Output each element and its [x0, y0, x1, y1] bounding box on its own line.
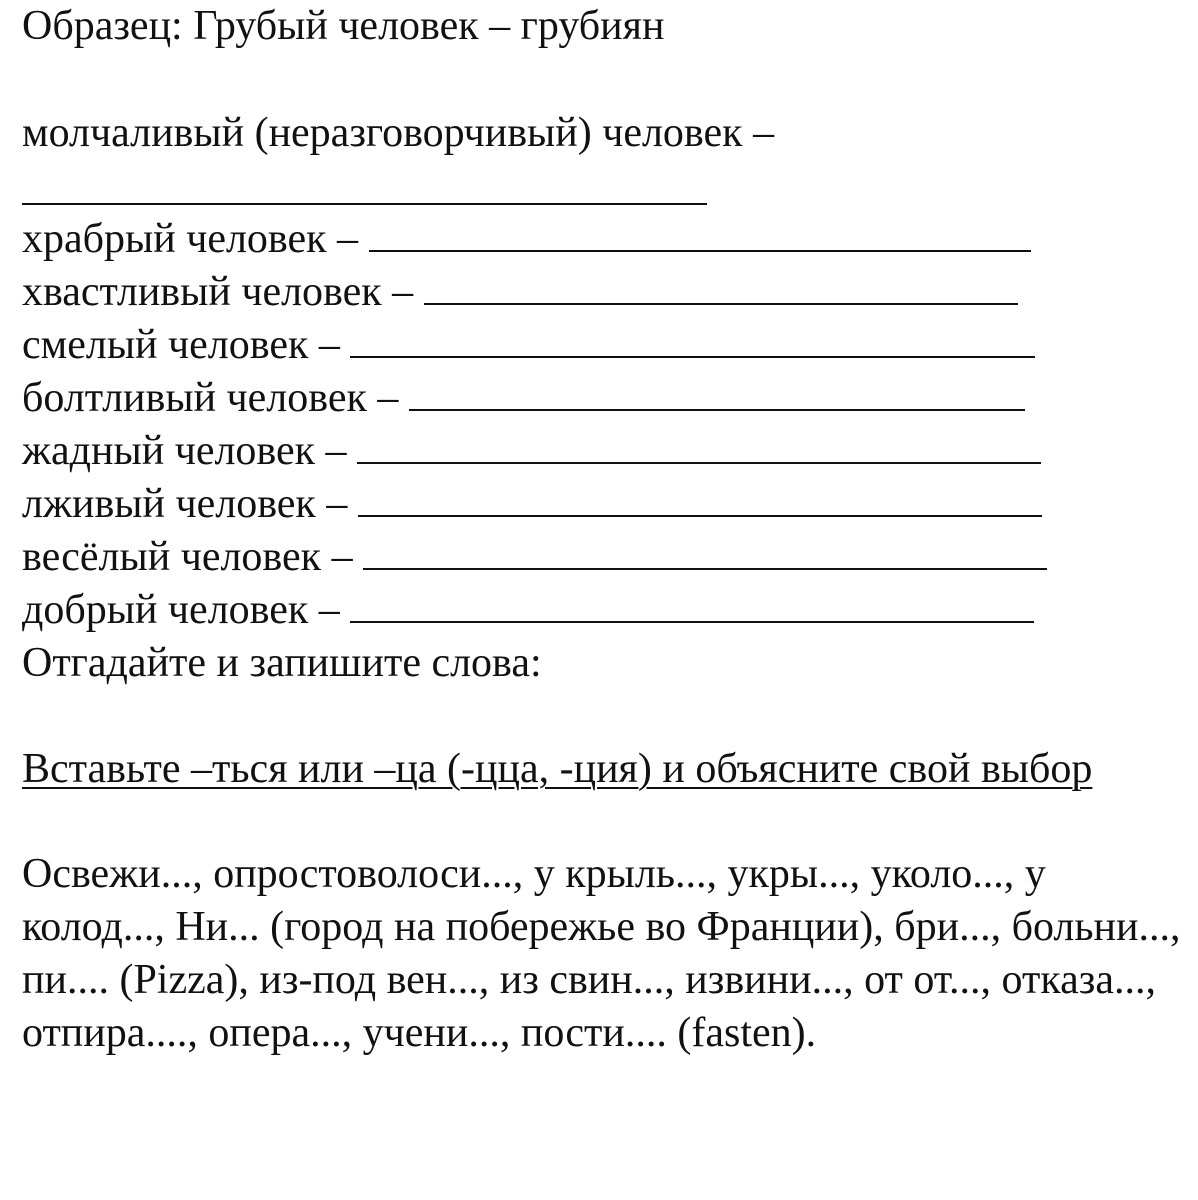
item-label: хвастливый человек – [22, 269, 424, 315]
item-lying [22, 483, 1042, 525]
item-cheerful [22, 536, 1047, 578]
answer-blank[interactable] [369, 220, 1031, 252]
answer-blank[interactable] [409, 379, 1025, 411]
item-label: храбрый человек – [22, 216, 369, 262]
item-label: жадный человек – [22, 428, 358, 474]
answer-blank[interactable] [350, 326, 1035, 358]
item-talkative [22, 377, 1025, 419]
answer-blank[interactable] [363, 538, 1047, 570]
exercise-paragraph: Освежи..., опростоволоси..., у крыль..., укры..., уколо..., у колод..., Ни... (город на побережье во Франции), бри..., больни..., пи.... (Pizza), из-под вен..., из свин..., извини..., от от..., отказа..., отпира...., опера..., учени..., пости.... (fasten). [22, 851, 1181, 1056]
answer-blank[interactable] [350, 591, 1034, 623]
task-heading: Вставьте –ться или –ца (-цца, -ция) и объясните свой выбор [22, 746, 1093, 792]
item-greedy [22, 430, 1041, 472]
item-label: добрый человек – [22, 587, 351, 633]
guess-instruction: Отгадайте и запишите слова: [22, 640, 542, 686]
item-bold [22, 324, 1035, 366]
item-boastful [22, 271, 1018, 313]
item-label: лживый человек – [22, 481, 358, 527]
item-label: смелый человек – [22, 322, 351, 368]
answer-blank[interactable] [358, 485, 1042, 517]
answer-blank[interactable] [424, 273, 1018, 305]
silent-person-prompt: молчаливый (неразговорчивый) человек – [22, 110, 775, 156]
answer-blank-silent[interactable] [22, 203, 707, 205]
item-brave [22, 218, 1031, 260]
item-label: весёлый человек – [22, 534, 364, 580]
item-kind [22, 589, 1034, 631]
sample-line: Образец: Грубый человек – грубиян [22, 3, 665, 49]
answer-blank[interactable] [357, 432, 1041, 464]
item-label: болтливый человек – [22, 375, 409, 421]
